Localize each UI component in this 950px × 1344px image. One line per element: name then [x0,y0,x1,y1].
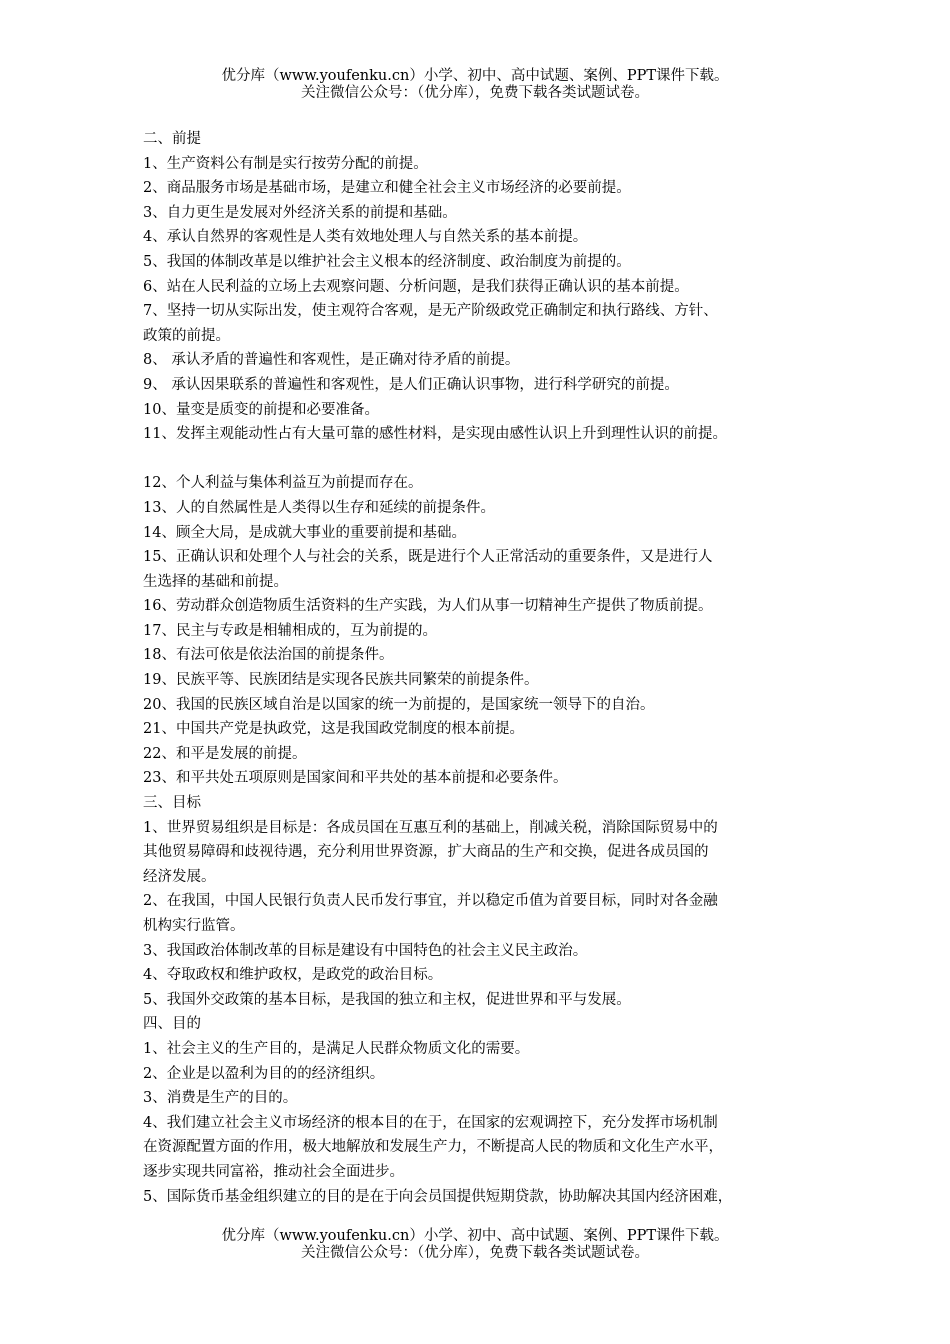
text-line: 13、人的自然属性是人类得以生存和延续的前提条件。 [143,499,495,516]
text-line: 12、个人利益与集体利益互为前提而存在。 [143,475,423,492]
text-line: 3、自力更生是发展对外经济关系的前提和基础。 [143,204,457,221]
text-line: 2、在我国，中国人民银行负责人民币发行事宜，并以稳定币值为首要目标，同时对各金融 [143,893,718,910]
text-line: 3、我国政治体制改革的目标是建设有中国特色的社会主义民主政治。 [143,942,588,959]
text-line: 18、有法可依是依法治国的前提条件。 [143,647,394,664]
footer-line-2: 关注微信公众号：（优分库），免费下载各类试题试卷。 [301,1245,649,1261]
page-header [0,68,950,102]
text-line: 10、量变是质变的前提和必要准备。 [143,401,379,418]
text-line: 三、目标 [143,795,201,812]
text-line: 5、国际货币基金组织建立的目的是在于向会员国提供短期贷款，协助解决其国内经济困难， [143,1188,733,1205]
header-line-1: 优分库（www.youfenku.cn）小学、初中、高中试题、案例、PPT课件下载。 [221,68,729,84]
text-line: 5、我国的体制改革是以维护社会主义根本的经济制度、政治制度为前提的。 [143,253,631,270]
text-line: 7、坚持一切从实际出发，使主观符合客观，是无产阶级政党正确制定和执行路线、方针、 [143,303,718,320]
text-line: 政策的前提。 [143,327,230,344]
text-line: 4、我们建立社会主义市场经济的根本目的在于，在国家的宏观调控下，充分发挥市场机制 [143,1114,718,1131]
text-line: 23、和平共处五项原则是国家间和平共处的基本前提和必要条件。 [143,770,568,787]
text-line: 生选择的基础和前提。 [143,573,288,590]
text-line: 19、民族平等、民族团结是实现各民族共同繁荣的前提条件。 [143,672,539,689]
footer-line-1: 优分库（www.youfenku.cn）小学、初中、高中试题、案例、PPT课件下载。 [221,1228,729,1244]
text-line: 1、社会主义的生产目的，是满足人民群众物质文化的需要。 [143,1040,530,1057]
text-line: 21、中国共产党是执政党，这是我国政党制度的根本前提。 [143,721,524,738]
text-line: 1、生产资料公有制是实行按劳分配的前提。 [143,155,428,172]
text-line: 8、 承认矛盾的普遍性和客观性，是正确对待矛盾的前提。 [143,352,520,369]
text-line: 9、 承认因果联系的普遍性和客观性，是人们正确认识事物，进行科学研究的前提。 [143,376,679,393]
blank-line [143,447,823,472]
document-body [143,127,823,1209]
text-line: 4、夺取政权和维护政权，是政党的政治目标。 [143,967,443,984]
page-footer [0,1228,950,1262]
text-line: 二、前提 [143,131,201,147]
text-line: 2、企业是以盈利为目的的经济组织。 [143,1065,385,1082]
text-line: 22、和平是发展的前提。 [143,745,307,762]
text-line: 3、消费是生产的目的。 [143,1090,298,1107]
text-line: 14、顾全大局，是成就大事业的重要前提和基础。 [143,524,466,541]
text-line: 4、承认自然界的客观性是人类有效地处理人与自然关系的基本前提。 [143,229,588,246]
text-line: 11、发挥主观能动性占有大量可靠的感性材料，是实现由感性认识上升到理性认识的前提。 [143,426,727,443]
text-line: 17、民主与专政是相辅相成的，互为前提的。 [143,622,437,639]
text-line: 20、我国的民族区域自治是以国家的统一为前提的，是国家统一领导下的自治。 [143,696,655,713]
text-line: 四、目的 [143,1016,201,1033]
text-line: 在资源配置方面的作用，极大地解放和发展生产力，不断提高人民的物质和文化生产水平， [143,1139,723,1156]
text-line: 经济发展。 [143,868,216,885]
text-line: 16、劳动群众创造物质生活资料的生产实践，为人们从事一切精神生产提供了物质前提。 [143,598,713,615]
header-line-2: 关注微信公众号：（优分库），免费下载各类试题试卷。 [301,85,649,101]
text-line: 其他贸易障碍和歧视待遇，充分利用世界资源，扩大商品的生产和交换，促进各成员国的 [143,844,709,861]
text-line: 5、我国外交政策的基本目标，是我国的独立和主权，促进世界和平与发展。 [143,991,631,1008]
text-line: 15、正确认识和处理个人与社会的关系，既是进行个人正常活动的重要条件，又是进行人 [143,549,713,566]
text-line: 逐步实现共同富裕，推动社会全面进步。 [143,1163,404,1180]
text-line: 机构实行监管。 [143,918,245,934]
text-line: 6、站在人民利益的立场上去观察问题、分析问题，是我们获得正确认识的基本前提。 [143,278,689,295]
text-line: 1、世界贸易组织是目标是：各成员国在互惠互利的基础上，削减关税，消除国际贸易中的 [143,819,718,836]
text-line: 2、商品服务市场是基础市场，是建立和健全社会主义市场经济的必要前提。 [143,180,631,197]
